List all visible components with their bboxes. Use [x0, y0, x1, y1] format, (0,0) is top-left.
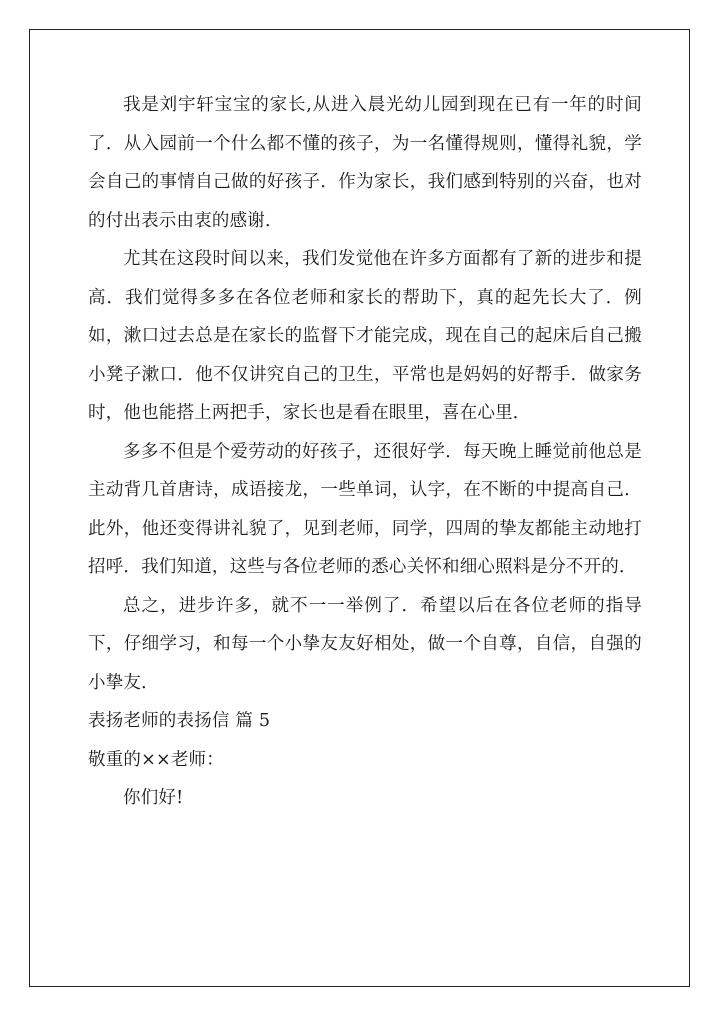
- letter-greeting: 你们好!: [123, 788, 184, 808]
- section-heading: 表扬老师的表扬信 篇 5: [88, 711, 271, 731]
- paragraph-1: 我是刘宇轩宝宝的家长,从进入晨光幼儿园到现在已有一年的时间了．从入园前一个什么都不懂的孩子，为一名懂得规则，懂得礼貌，学会自己的事情自己做的好孩子．作为家长，我们感到特别的兴奋，也对的付出表示由衷的感谢．: [88, 95, 642, 231]
- paragraph-2: 尤其在这段时间以来，我们发觉他在许多方面都有了新的进步和提高．我们觉得多多在各位老师和家长的帮助下，真的起先长大了．例如，漱口过去总是在家长的监督下才能完成，现在自己的起床后自己搬小凳子漱口．他不仅讲究自己的卫生，平常也是妈妈的好帮手．做家务时，他也能搭上两把手，家长也是看在眼里，喜在心里．: [88, 249, 642, 423]
- letter-salutation: 敬重的××老师：: [88, 749, 224, 770]
- paragraph-3: 多多不但是个爱劳动的好孩子，还很好学．每天晚上睡觉前他总是主动背几首唐诗，成语接龙，一些单词，认字，在不断的中提高自己．此外，他还变得讲礼貌了，见到老师，同学，四周的挚友都能主动地打招呼．我们知道，这些与各位老师的悉心关怀和细心照料是分不开的．: [88, 441, 642, 577]
- paragraph-4: 总之，进步许多，就不一一举例了．希望以后在各位老师的指导下，仔细学习，和每一个小挚友友好相处，做一个自尊，自信，自强的小挚友．: [88, 595, 642, 693]
- document-body: [88, 86, 642, 818]
